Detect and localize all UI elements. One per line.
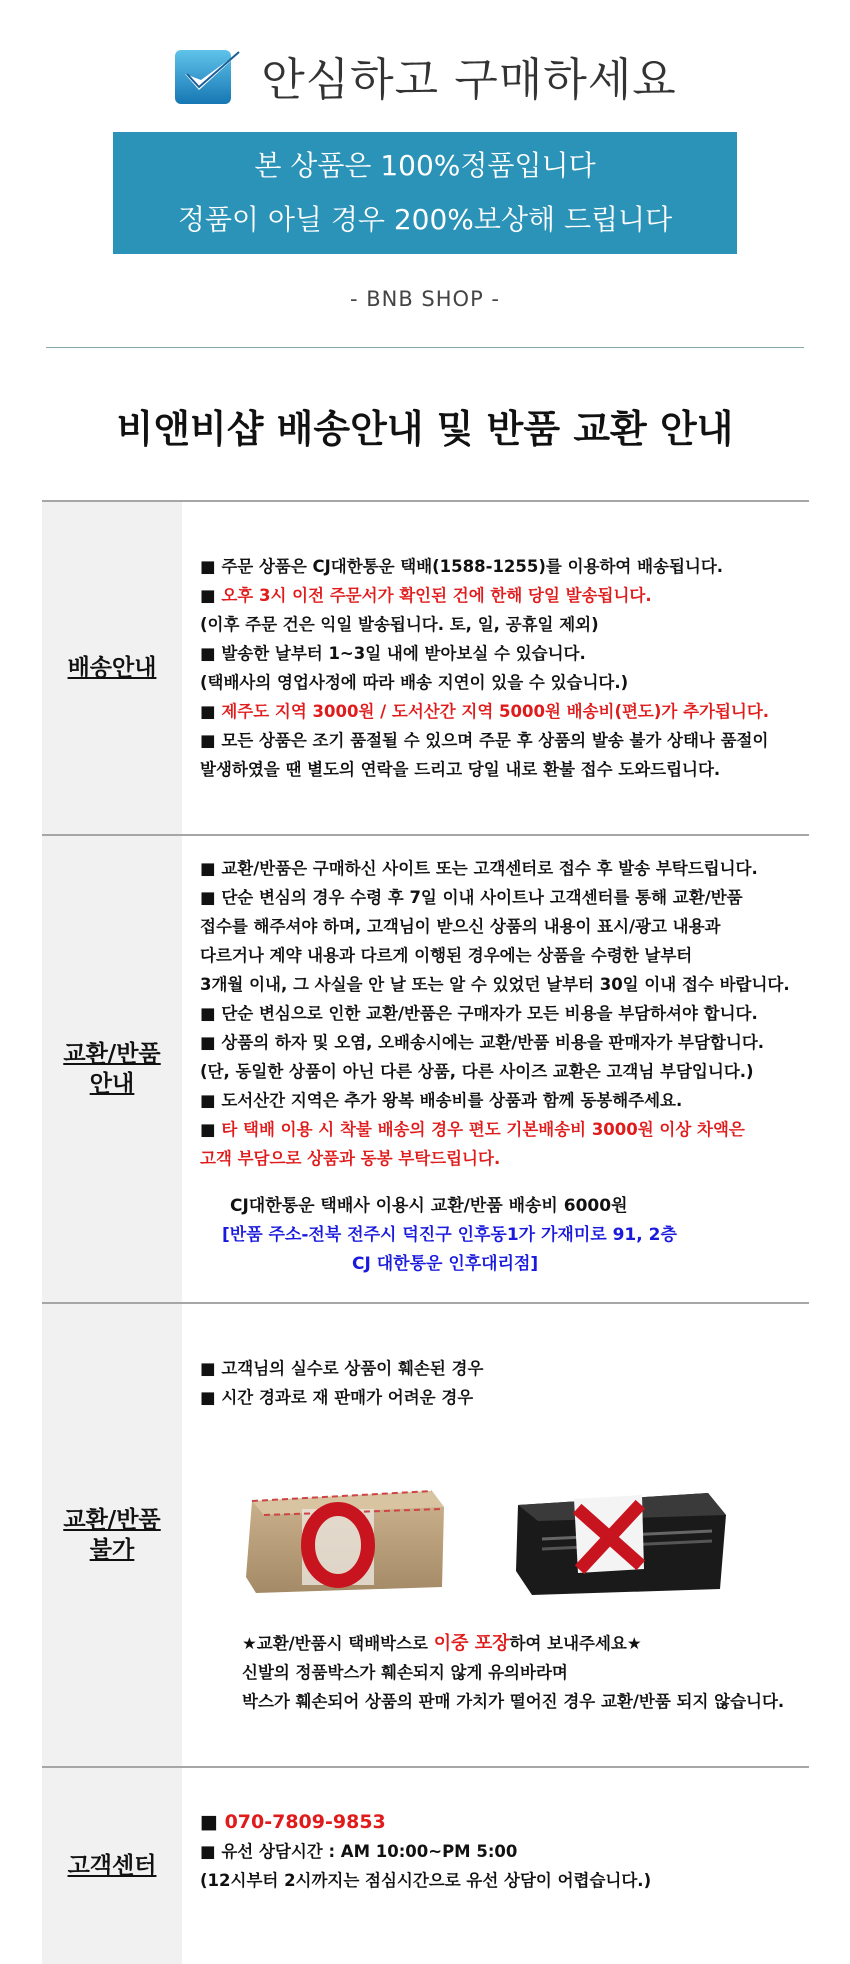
shipping-section [42,500,809,834]
customer-center-section [42,1766,809,1964]
exchange-line: ■ 도서산간 지역은 추가 왕복 배송비를 상품과 함께 동봉해주세요. [200,1091,683,1110]
authenticity-banner [113,132,737,254]
no-exchange-line: ■ 시간 경과로 재 판매가 어려운 경우 [200,1388,474,1407]
exchange-line-red: 고객 부담으로 상품과 동봉 부탁드립니다. [200,1149,501,1168]
shipping-line: (이후 주문 건은 익일 발송됩니다. 토, 일, 공휴일 제외) [200,615,599,634]
packing-note [242,1629,784,1716]
no-exchange-line: ■ 고객님의 실수로 상품이 훼손된 경우 [200,1359,484,1378]
no-exchange-section [42,1302,809,1766]
no-exchange-label: 교환/반품 불가 [42,1304,182,1766]
shop-name: - BNB SHOP - [349,287,501,311]
exchange-section [42,834,809,1302]
shipping-line-red: ■ 제주도 지역 3000원 / 도서산간 지역 5000원 배송비(편도)가 추가됩니다. [200,702,770,721]
exchange-line: 접수를 해주셔야 하며, 고객님이 받으신 상품의 내용이 표시/광고 내용과 [200,917,721,936]
exchange-line-red: ■ 타 택배 이용 시 착불 배송의 경우 편도 기본배송비 3000원 이상 차액은 [200,1120,745,1139]
exchange-label: 교환/반품 안내 [42,836,182,1302]
exchange-line: ■ 단순 변심으로 인한 교환/반품은 구매자가 모든 비용을 부담하셔야 합니다. [200,1004,758,1023]
return-address: [반품 주소-전북 전주시 덕진구 인후동1가 가재미로 91, 2층 [222,1225,677,1245]
shipping-line: ■ 발송한 날부터 1~3일 내에 받아보실 수 있습니다. [200,644,586,663]
shipping-line: 발생하였을 땐 별도의 연락을 드리고 당일 내로 환불 접수 도와드립니다. [200,760,721,779]
checkmark-box-icon [173,44,249,106]
cj-shipping-fee: CJ대한통운 택배사 이용시 교환/반품 배송비 6000원 [230,1196,628,1216]
packing-note-line-3: 박스가 훼손되어 상품의 판매 가치가 떨어진 경우 교환/반품 되지 않습니다. [242,1692,785,1711]
packing-note-line-1: ★교환/반품시 택배박스로 이중 포장하여 보내주세요★ [242,1633,642,1654]
packing-note-line-2: 신발의 정품박스가 훼손되지 않게 유의바라며 [242,1663,568,1682]
banner-line-1: 본 상품은 100%정품입니다 [254,149,596,182]
customer-center-label: 고객센터 [42,1768,182,1964]
shipping-line: (택배사의 영업사정에 따라 배송 지연이 있을 수 있습니다.) [200,673,629,692]
exchange-line: ■ 단순 변심의 경우 수령 후 7일 이내 사이트나 고객센터를 통해 교환/반품 [200,888,743,907]
shoe-box-not-ok-image [512,1479,732,1599]
lunch-notice: (12시부터 2시까지는 점심시간으로 유선 상담이 어렵습니다.) [200,1871,652,1890]
exchange-info [200,854,790,1173]
customer-center-info [200,1808,651,1895]
page-title: 비앤비샵 배송안내 및 반품 교환 안내 [116,407,734,451]
phone-number[interactable]: ■ 070-7809-9853 [200,1811,386,1833]
exchange-line: 다르거나 계약 내용과 다르게 이행된 경우에는 상품을 수령한 날부터 [200,946,693,965]
shipping-line: ■ 주문 상품은 CJ대한통운 택배(1588-1255)를 이용하여 배송됩니다. [200,557,724,576]
shipping-line-red: ■ 오후 3시 이전 주문서가 확인된 건에 한해 당일 발송됩니다. [200,586,652,605]
cj-return-info [222,1192,677,1279]
consult-hours: ■ 유선 상담시간 : AM 10:00~PM 5:00 [200,1842,518,1861]
shipping-label: 배송안내 [42,502,182,834]
cardboard-box-ok-image [242,1479,447,1599]
ok-mark: O [337,1551,339,1552]
banner-line-2: 정품이 아닐 경우 200%보상해 드립니다 [177,203,673,236]
exchange-line: ■ 상품의 하자 및 오염, 오배송시에는 교환/반품 비용을 판매자가 부담합니다. [200,1033,765,1052]
header [0,40,850,110]
not-ok-mark: X [611,1539,613,1540]
shipping-line: ■ 모든 상품은 조기 품절될 수 있으며 주문 후 상품의 발송 불가 상태나 품절이 [200,731,769,750]
return-address-2: CJ 대한통운 인후대리점] [352,1254,539,1274]
no-exchange-info [200,1354,483,1412]
divider [46,347,804,348]
shipping-info [200,552,769,784]
exchange-line: ■ 교환/반품은 구매하신 사이트 또는 고객센터로 접수 후 발송 부탁드립니다. [200,859,758,878]
header-title: 안심하고 구매하세요 [261,52,677,106]
exchange-line: (단, 동일한 상품이 아닌 다른 상품, 다른 사이즈 교환은 고객님 부담입니다.) [200,1062,754,1081]
exchange-line: 3개월 이내, 그 사실을 안 날 또는 알 수 있었던 날부터 30일 이내 접수 바랍니다. [200,975,790,994]
